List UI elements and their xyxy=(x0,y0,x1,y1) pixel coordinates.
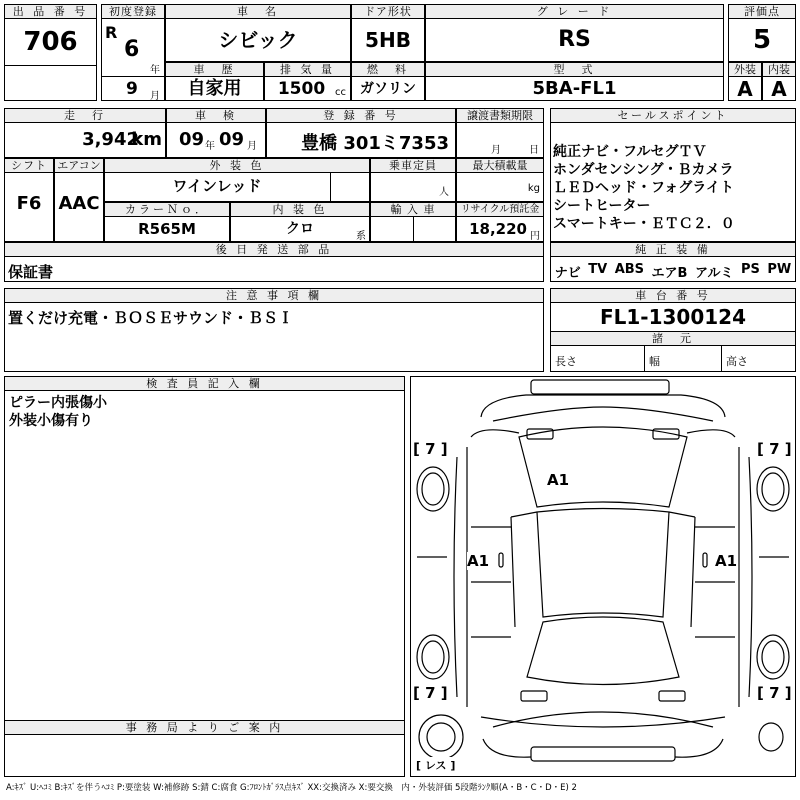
history-value: 自家用 xyxy=(187,78,242,99)
inspection-month-unit: 月 xyxy=(247,141,257,152)
shift-value: F6 xyxy=(16,193,42,214)
model-label: 型 式 xyxy=(426,63,723,77)
damage-mark-right: A1 xyxy=(715,552,738,570)
lot-value: 706 xyxy=(5,19,96,66)
dims-length: 長さ xyxy=(555,355,577,368)
aircon-value: AAC xyxy=(58,193,100,214)
later-parts-label: 後 日 発 送 部 品 xyxy=(5,243,543,257)
inspection-month: 09 xyxy=(219,129,245,150)
registration-value: 豊橋 301ミ7353 xyxy=(301,133,449,154)
grade-label: グ レ ー ド xyxy=(426,5,723,19)
first-reg-month: 9 xyxy=(126,79,138,99)
sales-point-line: ＬＥＤヘッド・フォグライト xyxy=(553,180,734,196)
transfer-day-unit: 日 xyxy=(529,145,539,156)
int-color-cell xyxy=(230,202,370,242)
lot-label: 出 品 番 号 xyxy=(5,5,96,19)
legend-text: A:ｷｽﾞ U:ﾍｺﾐ B:ｷｽﾞを伴うﾍｺﾐ P:要塗装 W:補修跡 S:錆 C:腐食 G:ﾌﾛﾝﾄｶﾞﾗｽ点ｷｽﾞ XX:交換済み X:要交換 内・外装評価 5段階ﾗﾝｸ順(A・B・C・D・E) 2 xyxy=(6,783,577,793)
inspection-year: 09 xyxy=(179,129,205,150)
fuel-label: 燃 料 xyxy=(352,63,424,77)
equipment-item: アルミ xyxy=(694,266,734,281)
tire-fr: [ 7 ] xyxy=(757,440,792,458)
score-cell xyxy=(728,4,796,62)
aircon-cell xyxy=(54,158,104,242)
fuel-cell xyxy=(351,62,425,101)
history-label: 車 歴 xyxy=(166,63,263,77)
score-value: 5 xyxy=(752,25,772,55)
ext-color-value: ワインレッド xyxy=(172,177,262,195)
car-name-label: 車 名 xyxy=(166,5,350,19)
ext-color-label: 外 装 色 xyxy=(105,159,369,173)
door-cell xyxy=(351,4,425,62)
door-label: ドア形状 xyxy=(352,5,424,19)
lot-cell xyxy=(4,4,97,101)
equipment-list xyxy=(551,257,795,281)
exterior-grade-value: A xyxy=(737,77,753,101)
displacement-unit: cc xyxy=(335,87,346,98)
inspection-label: 車 検 xyxy=(167,109,265,123)
sales-point-line: 純正ナビ・フルセグＴＶ xyxy=(553,144,707,160)
first-reg-label: 初度登録 xyxy=(102,5,164,19)
registration-label: 登 録 番 号 xyxy=(267,109,455,123)
dims-label: 諸 元 xyxy=(551,332,795,346)
damage-mark-left: A1 xyxy=(467,552,490,570)
max-load-label: 最大積載量 xyxy=(457,159,543,173)
chassis-label: 車 台 番 号 xyxy=(551,289,795,303)
recycle-label: リサイクル預託金 xyxy=(457,203,543,217)
inspector-box xyxy=(4,376,405,777)
displacement-value: 1500 xyxy=(277,79,326,99)
notes-box xyxy=(4,288,544,372)
notes-label: 注 意 事 項 欄 xyxy=(5,289,543,303)
dims-width: 幅 xyxy=(649,355,660,368)
sales-point-line: スマートキー・ＥＴＣ２．０ xyxy=(553,216,735,232)
score-label: 評価点 xyxy=(729,5,795,19)
inspector-line: ピラー内張傷小 xyxy=(9,395,107,411)
equipment-item: PS xyxy=(740,262,760,277)
later-parts-box xyxy=(4,242,544,282)
registration-cell xyxy=(266,108,456,158)
car-name-cell xyxy=(165,4,351,62)
recycle-cell xyxy=(456,202,544,242)
equipment-item: TV xyxy=(588,262,608,277)
spare-tire-mark: [ レス ] xyxy=(416,759,456,772)
model-value: 5BA-FL1 xyxy=(532,78,617,99)
grade-cell xyxy=(425,4,724,62)
mileage-unit: km xyxy=(131,129,162,150)
displacement-cell xyxy=(264,62,351,101)
first-reg-era: R xyxy=(105,23,118,42)
model-cell xyxy=(425,62,724,101)
car-outline xyxy=(411,377,795,776)
transfer-cell xyxy=(456,108,544,158)
sales-point-line: ホンダセンシング・Ｂカメラ xyxy=(553,162,734,178)
interior-grade-cell xyxy=(762,62,796,101)
import-cell xyxy=(370,202,456,242)
sales-point-line: シートヒーター xyxy=(553,198,651,214)
later-parts-value: 保証書 xyxy=(8,263,54,281)
dims-height: 高さ xyxy=(726,355,748,368)
recycle-value: 18,220 xyxy=(469,220,527,238)
inspection-cell xyxy=(166,108,266,158)
int-color-value: クロ xyxy=(286,221,314,237)
aircon-label: エアコン xyxy=(55,159,103,173)
fuel-value: ガソリン xyxy=(360,81,416,97)
exterior-grade-label: 外装 xyxy=(729,63,761,77)
import-label: 輸 入 車 xyxy=(371,203,455,217)
capacity-cell xyxy=(370,158,456,202)
inspector-label: 検 査 員 記 入 欄 xyxy=(5,377,404,391)
damage-mark-hood: A1 xyxy=(547,471,570,489)
door-value: 5HB xyxy=(365,28,411,52)
mileage-label: 走 行 xyxy=(5,109,165,123)
inspection-year-unit: 年 xyxy=(205,141,215,152)
mileage-cell xyxy=(4,108,166,158)
chassis-box xyxy=(550,288,796,372)
max-load-cell xyxy=(456,158,544,202)
interior-grade-value: A xyxy=(771,77,787,101)
equipment-item: PW xyxy=(767,262,792,277)
exterior-grade-cell xyxy=(728,62,762,101)
notes-value: 置くだけ充電・ＢＯＳＥサウンド・ＢＳＩ xyxy=(8,309,294,327)
first-reg-year: 6 xyxy=(124,37,140,62)
tire-fl: [ 7 ] xyxy=(413,440,448,458)
first-reg-year-unit: 年 xyxy=(150,65,160,76)
int-color-unit: 系 xyxy=(356,231,366,242)
sales-points-box xyxy=(550,108,796,242)
shift-cell xyxy=(4,158,54,242)
car-diagram xyxy=(410,376,796,777)
tire-rl: [ 7 ] xyxy=(413,684,448,702)
tire-rr: [ 7 ] xyxy=(757,684,792,702)
history-cell xyxy=(165,62,264,101)
grade-value: RS xyxy=(558,27,591,52)
equipment-item: ABS xyxy=(614,262,645,277)
transfer-label: 譲渡書類期限 xyxy=(457,109,543,123)
ext-color-cell xyxy=(104,158,370,202)
recycle-unit: 円 xyxy=(530,231,540,242)
int-color-label: 内 装 色 xyxy=(231,203,369,217)
sales-points-label: セールスポイント xyxy=(551,109,795,123)
first-reg-month-unit: 月 xyxy=(150,91,160,102)
capacity-unit: 人 xyxy=(439,187,449,198)
inspector-line: 外装小傷有り xyxy=(9,413,93,429)
color-no-value: R565M xyxy=(138,220,196,238)
displacement-label: 排 気 量 xyxy=(265,63,350,77)
color-no-cell xyxy=(104,202,230,242)
sales-points-list xyxy=(551,123,795,233)
car-name-value: シビック xyxy=(218,28,298,52)
equipment-item: エアB xyxy=(651,266,688,281)
transfer-month-unit: 月 xyxy=(491,145,501,156)
capacity-label: 乗車定員 xyxy=(371,159,455,173)
mileage-value: 3,942 xyxy=(82,129,139,150)
color-no-label: カラーＮｏ． xyxy=(105,203,229,217)
chassis-value: FL1-1300124 xyxy=(551,303,795,332)
max-load-unit: kg xyxy=(527,183,540,194)
first-reg-cell xyxy=(101,4,165,101)
equipment-box xyxy=(550,242,796,282)
shift-label: シフト xyxy=(5,159,53,173)
equipment-item: ナビ xyxy=(554,266,581,281)
office-label: 事 務 局 よ り ご 案 内 xyxy=(5,720,404,735)
interior-grade-label: 内装 xyxy=(763,63,795,77)
equipment-label: 純 正 装 備 xyxy=(551,243,795,257)
